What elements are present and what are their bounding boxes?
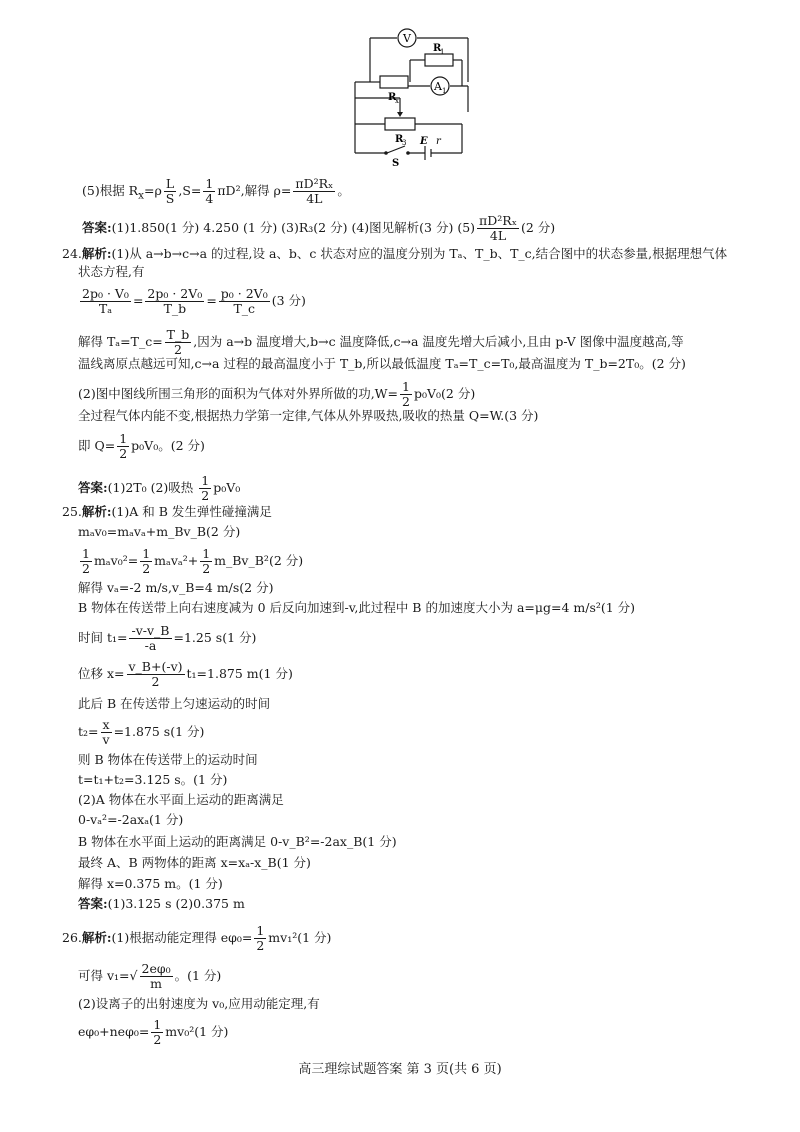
- rx-sub: x: [395, 97, 399, 105]
- q25-line4: 解得 vₐ=-2 m/s,v_B=4 m/s(2 分): [78, 580, 274, 595]
- fraction: $\frac{1}{2}$: [142, 546, 151, 576]
- q24-line7: 全过程气体内能不变,根据热力学第一定律,气体从外界吸热,吸收的热量 Q=W.(3 分): [78, 408, 539, 423]
- q24-line1: 24.解析:(1)从 a→b→c→a 的过程,设 a、b、c 状态对应的温度分别为 Tₐ、T_b、T_c,结合图中的状态参量,根据理想气体: [62, 246, 728, 261]
- answer-label: 答案:: [82, 220, 112, 235]
- q25-line15: 最终 A、B 两物体的距离 x=xₐ-x_B(1 分): [78, 855, 311, 870]
- answer-label: 答案:: [78, 896, 108, 911]
- q25-line14: B 物体在水平面上运动的距离满足 0-v_B²=-2ax_B(1 分): [78, 834, 397, 849]
- circuit-diagram: [0, 0, 800, 170]
- q24-number: 24.: [62, 246, 82, 261]
- q26-line1: 26.解析:(1)根据动能定理得 eφ₀= $\frac{1}{2}$ mv₁²(1 分): [62, 923, 332, 953]
- fraction: $\frac{1}{2}$: [82, 546, 90, 576]
- fraction: $\frac{1}{2}$: [256, 923, 265, 953]
- fraction: $\frac{x}{v}$: [102, 717, 110, 747]
- q24-answer: 答案:(1)2T₀ (2)吸热 $\frac{1}{2}$ p₀V₀: [78, 473, 241, 503]
- q25-line1: 25.解析:(1)A 和 B 发生弹性碰撞满足: [62, 504, 272, 519]
- q25-answer: 答案:(1)3.125 s (2)0.375 m: [78, 896, 245, 911]
- switch-label: S: [392, 158, 400, 169]
- q25-line12: (2)A 物体在水平面上运动的距离满足: [78, 792, 284, 807]
- q24-equation: $\frac{\text{2p₀ · V₀}}{\text{Tₐ}}$ = $\frac{\text{2p₀ · 2V₀}}{T\_b}$ = $\frac{\text{p₀ · 2V₀}}{T\_c}$ (3 分): [82, 286, 306, 316]
- fraction: $\frac{\text{2p₀ · V₀}}{\text{Tₐ}}$: [82, 286, 129, 316]
- fraction: $\frac{1}{2}$: [201, 473, 210, 503]
- answer-label: 答案:: [78, 480, 108, 495]
- fraction: $\frac{\text{2eφ₀}}{m}$: [141, 961, 171, 991]
- q23-line5: (5)根据 $R_x=\rho$ $\frac{L}{S}$ ,S= $\frac{1}{4}$ πD²,解得 ρ= $\frac{\text{πD²Rₓ}}{4L}$ 。: [82, 176, 350, 206]
- ammeter-label: A: [434, 80, 442, 93]
- q26-line4: eφ₀+neφ₀= $\frac{1}{2}$ mv₀²(1 分): [78, 1017, 229, 1047]
- fraction: $\frac{\text{p₀ · 2V₀}}{T\_c}$: [220, 286, 268, 316]
- fraction: $\frac{1}{2}$: [402, 379, 410, 409]
- q25-line13: 0-vₐ²=-2axₐ(1 分): [78, 812, 184, 827]
- q24-line2: 状态方程,有: [78, 264, 145, 279]
- q25-line3: $\frac{1}{2}$ mₐv₀²= $\frac{1}{2}$ mₐvₐ²+ $\frac{1}{2}$ m_Bv_B²(2 分): [82, 546, 304, 576]
- rx-label: R: [388, 92, 397, 103]
- q25-number: 25.: [62, 504, 82, 519]
- q25-line2: mₐv₀=mₐvₐ+m_Bv_B(2 分): [78, 524, 241, 539]
- internal-r-label: r: [436, 136, 441, 147]
- q25-line16: 解得 x=0.375 m。(1 分): [78, 876, 223, 891]
- q25-line7: 位移 x= $\frac{v\_B+(-v)}{2}$ t₁=1.875 m(1 分): [78, 659, 293, 689]
- fraction: $\frac{v\_B+(-v)}{2}$: [128, 659, 183, 689]
- q26-analysis-label: 解析:: [81, 930, 112, 945]
- fraction: $\frac{\text{2p₀ · 2V₀}}{T\_b}$: [147, 286, 203, 316]
- fraction: $\frac{T\_b}{2}$: [166, 327, 190, 357]
- r1-label: R: [433, 43, 442, 54]
- q25-line11: t=t₁+t₂=3.125 s。(1 分): [78, 772, 228, 787]
- q26-number: 26.: [62, 930, 82, 945]
- q24-analysis-label: 解析:: [81, 246, 112, 261]
- r3-label: R: [395, 134, 404, 145]
- q25-line10: 则 B 物体在传送带上的运动时间: [78, 752, 258, 767]
- fraction: $\frac{\text{πD²Rₓ}}{4L}$: [479, 213, 517, 243]
- q25-line8: 此后 B 在传送带上匀速运动的时间: [78, 696, 271, 711]
- q24-line4: 解得 Tₐ=T_c= $\frac{T\_b}{2}$ ,因为 a→b 温度增大,b→c 温度降低,c→a 温度先增大后减小,且由 p-V 图像中温度越高,等: [78, 327, 684, 357]
- ammeter-sub: 1: [442, 87, 447, 95]
- r1-sub: 1: [440, 48, 445, 56]
- fraction: $\frac{\text{πD²Rₓ}}{4L}$: [295, 176, 334, 206]
- q26-line2: 可得 v₁=√ $\frac{\text{2eφ₀}}{m}$ 。(1 分): [78, 961, 222, 991]
- fraction: $\frac{1}{2}$: [153, 1017, 162, 1047]
- voltmeter-label: V: [403, 32, 411, 45]
- r3-sub: 3: [402, 139, 407, 147]
- fraction: $\frac{1}{2}$: [202, 546, 211, 576]
- q26-line3: (2)设离子的出射速度为 v₀,应用动能定理,有: [78, 996, 320, 1011]
- q25-line9: t₂= $\frac{x}{v}$ =1.875 s(1 分): [78, 717, 205, 747]
- emf-label: E: [420, 136, 428, 147]
- q25-analysis-label: 解析:: [81, 504, 112, 519]
- page-footer: 高三理综试题答案 第 3 页(共 6 页): [298, 1062, 502, 1077]
- fraction: $\frac{-v-v\_B}{-a}$: [131, 623, 170, 653]
- fraction: $\frac{1}{2}$: [119, 431, 128, 461]
- q25-line5: B 物体在传送带上向右速度减为 0 后反向加速到-v,此过程中 B 的加速度大小为 a=μg=4 m/s²(1 分): [78, 600, 636, 615]
- fraction: $\frac{L}{S}$: [165, 176, 175, 206]
- fraction: $\frac{1}{4}$: [205, 176, 214, 206]
- q25-line6: 时间 t₁= $\frac{-v-v\_B}{-a}$ =1.25 s(1 分): [78, 623, 257, 653]
- q24-line6: (2)图中图线所围三角形的面积为气体对外界所做的功,W= $\frac{1}{2}$ p₀V₀(2 分): [78, 379, 476, 409]
- q24-line8: 即 Q= $\frac{1}{2}$ p₀V₀。(2 分): [78, 431, 205, 461]
- q24-line5: 温线离原点越远可知,c→a 过程的最高温度小于 T_b,所以最低温度 Tₐ=T_c=T₀,最高温度为 T_b=2T₀。(2 分): [78, 356, 686, 371]
- q23-answer: 答案:(1)1.850(1 分) 4.250 (1 分) (3)R₃(2 分) (4)图见解析(3 分) (5) $\frac{\text{πD²Rₓ}}{4L}$ (2 分): [82, 213, 556, 243]
